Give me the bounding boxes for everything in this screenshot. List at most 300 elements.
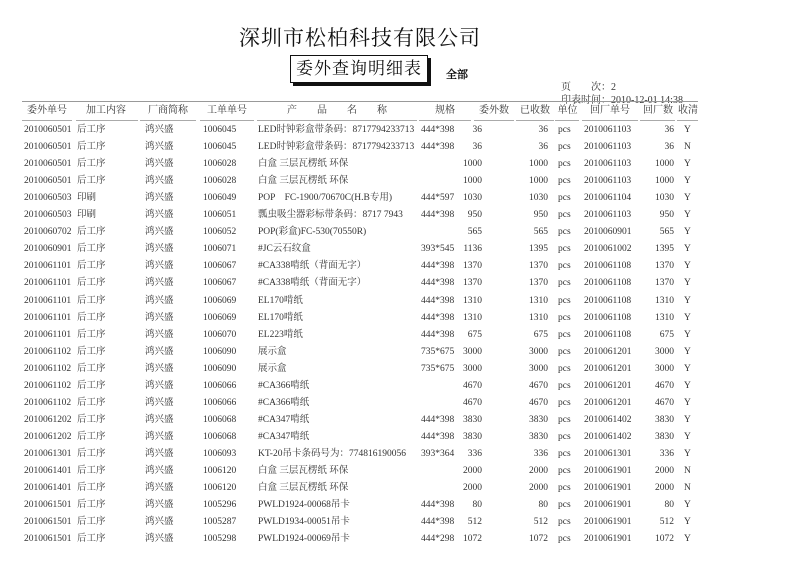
column-header-closed: 收清 bbox=[678, 105, 698, 116]
cell-closed: Y bbox=[684, 329, 691, 340]
cell-outsource-qty: 4670 bbox=[463, 397, 482, 408]
cell-work-order-no: 1005287 bbox=[203, 517, 237, 528]
cell-return-qty: 1395 bbox=[655, 244, 674, 255]
cell-spec: 444*398 bbox=[421, 210, 455, 221]
cell-process: 后工序 bbox=[77, 278, 106, 289]
cell-unit: pcs bbox=[558, 142, 571, 153]
cell-unit: pcs bbox=[558, 483, 571, 494]
cell-outsource-no: 2010061102 bbox=[24, 363, 72, 374]
cell-return-no: 2010061901 bbox=[584, 466, 632, 476]
cell-product-name: 白盒 三层瓦楞纸 环保 bbox=[258, 159, 349, 170]
cell-vendor: 鸿兴盛 bbox=[145, 414, 174, 425]
cell-work-order-no: 1006045 bbox=[203, 142, 237, 153]
cell-received-qty: 1030 bbox=[529, 193, 548, 204]
cell-unit: pcs bbox=[558, 312, 571, 323]
cell-received-qty: 1000 bbox=[529, 176, 548, 187]
cell-return-no: 2010061402 bbox=[584, 431, 632, 442]
cell-closed: Y bbox=[684, 125, 691, 135]
cell-spec: 444*298 bbox=[421, 534, 455, 545]
cell-outsource-no: 2010061102 bbox=[24, 346, 72, 357]
cell-process: 后工序 bbox=[77, 142, 106, 153]
cell-outsource-no: 2010061202 bbox=[24, 431, 72, 442]
cell-work-order-no: 1006045 bbox=[203, 125, 237, 135]
cell-process: 印刷 bbox=[77, 210, 97, 221]
cell-product-name: POP FC-1900/70670C(H.B专用) bbox=[258, 193, 392, 204]
cell-work-order-no: 1006070 bbox=[203, 329, 237, 340]
cell-return-qty: 3000 bbox=[655, 346, 674, 357]
cell-closed: Y bbox=[684, 414, 691, 425]
cell-received-qty: 3830 bbox=[529, 431, 548, 442]
cell-process: 后工序 bbox=[77, 227, 106, 238]
cell-return-qty: 3830 bbox=[655, 414, 674, 425]
cell-unit: pcs bbox=[558, 431, 571, 442]
cell-return-no: 2010061104 bbox=[584, 193, 632, 204]
cell-spec: 393*364 bbox=[421, 448, 455, 459]
cell-work-order-no: 1006090 bbox=[203, 346, 237, 357]
cell-return-qty: 1030 bbox=[655, 193, 674, 204]
cell-product-name: LED时钟彩盒带条码：8717794233713 bbox=[258, 125, 415, 135]
cell-return-no: 2010061201 bbox=[584, 380, 632, 391]
column-header-product-name: 产 品 名 称 bbox=[287, 105, 387, 116]
cell-received-qty: 4670 bbox=[529, 380, 548, 391]
cell-outsource-no: 2010061401 bbox=[24, 483, 72, 494]
cell-outsource-qty: 1030 bbox=[463, 193, 482, 204]
cell-outsource-no: 2010061501 bbox=[24, 500, 72, 511]
page-number: 页 次：2 bbox=[561, 82, 616, 93]
column-header-rule bbox=[640, 120, 675, 121]
cell-unit: pcs bbox=[558, 448, 571, 459]
cell-closed: Y bbox=[684, 534, 691, 545]
cell-product-name: #CA338啃纸（背面无字） bbox=[258, 261, 367, 272]
cell-closed: Y bbox=[684, 380, 691, 391]
cell-outsource-qty: 2000 bbox=[463, 483, 482, 494]
cell-process: 后工序 bbox=[77, 159, 106, 170]
cell-vendor: 鸿兴盛 bbox=[145, 346, 174, 357]
cell-outsource-qty: 1136 bbox=[463, 244, 482, 255]
cell-outsource-qty: 1370 bbox=[463, 278, 482, 289]
cell-unit: pcs bbox=[558, 534, 571, 545]
cell-unit: pcs bbox=[558, 193, 571, 204]
cell-outsource-no: 2010060501 bbox=[24, 142, 72, 153]
cell-vendor: 鸿兴盛 bbox=[145, 261, 174, 272]
cell-product-name: KT-20吊卡条码号为：774816190056 bbox=[258, 448, 406, 459]
cell-work-order-no: 1006066 bbox=[203, 397, 237, 408]
column-header-received-qty: 已收数 bbox=[520, 105, 550, 116]
cell-work-order-no: 1006067 bbox=[203, 261, 237, 272]
cell-return-qty: 1000 bbox=[655, 159, 674, 170]
cell-spec: 444*398 bbox=[421, 500, 455, 511]
cell-work-order-no: 1006090 bbox=[203, 363, 237, 374]
cell-work-order-no: 1006120 bbox=[203, 466, 237, 476]
cell-work-order-no: 1006028 bbox=[203, 159, 237, 170]
cell-spec: 444*398 bbox=[421, 142, 455, 153]
cell-process: 后工序 bbox=[77, 176, 106, 187]
cell-return-no: 2010061201 bbox=[584, 346, 632, 357]
cell-outsource-no: 2010061102 bbox=[24, 380, 72, 391]
cell-unit: pcs bbox=[558, 397, 571, 408]
cell-return-qty: 2000 bbox=[655, 483, 674, 494]
column-header-rule bbox=[22, 120, 72, 121]
cell-work-order-no: 1006093 bbox=[203, 448, 237, 459]
cell-outsource-no: 2010061102 bbox=[24, 397, 72, 408]
cell-unit: pcs bbox=[558, 329, 571, 340]
cell-vendor: 鸿兴盛 bbox=[145, 159, 174, 170]
cell-return-no: 2010061103 bbox=[584, 176, 632, 187]
column-header-rule bbox=[582, 120, 638, 121]
column-header-rule bbox=[200, 120, 254, 121]
cell-process: 后工序 bbox=[77, 414, 106, 425]
cell-return-qty: 80 bbox=[664, 500, 674, 511]
cell-spec: 444*398 bbox=[421, 312, 455, 323]
column-header-outsource-qty: 委外数 bbox=[479, 105, 509, 116]
cell-vendor: 鸿兴盛 bbox=[145, 312, 174, 323]
cell-spec: 444*597 bbox=[421, 193, 455, 204]
cell-received-qty: 3830 bbox=[529, 414, 548, 425]
cell-outsource-no: 2010061501 bbox=[24, 534, 72, 545]
report-title: 委外查询明细表 bbox=[290, 55, 428, 83]
cell-outsource-qty: 512 bbox=[467, 517, 482, 528]
cell-received-qty: 565 bbox=[533, 227, 548, 238]
cell-unit: pcs bbox=[558, 295, 571, 306]
cell-vendor: 鸿兴盛 bbox=[145, 483, 174, 494]
cell-work-order-no: 1006071 bbox=[203, 244, 237, 255]
cell-outsource-qty: 1000 bbox=[463, 159, 482, 170]
cell-spec: 735*675 bbox=[421, 363, 455, 374]
cell-outsource-qty: 950 bbox=[467, 210, 482, 221]
cell-vendor: 鸿兴盛 bbox=[145, 295, 174, 306]
cell-return-qty: 512 bbox=[659, 517, 674, 528]
cell-product-name: EL170啃纸 bbox=[258, 295, 303, 306]
cell-work-order-no: 1006051 bbox=[203, 210, 237, 221]
cell-process: 后工序 bbox=[77, 125, 106, 135]
cell-process: 后工序 bbox=[77, 466, 106, 476]
cell-outsource-no: 2010061101 bbox=[24, 312, 72, 323]
cell-spec: 444*398 bbox=[421, 414, 455, 425]
column-header-return-qty: 回厂数 bbox=[643, 105, 673, 116]
cell-closed: Y bbox=[684, 244, 691, 255]
cell-work-order-no: 1006120 bbox=[203, 483, 237, 494]
cell-return-no: 2010061103 bbox=[584, 125, 632, 135]
cell-closed: Y bbox=[684, 346, 691, 357]
cell-received-qty: 36 bbox=[538, 125, 548, 135]
header-top-rule bbox=[22, 101, 698, 102]
column-header-rule bbox=[677, 120, 698, 121]
cell-work-order-no: 1006028 bbox=[203, 176, 237, 187]
cell-work-order-no: 1006049 bbox=[203, 193, 237, 204]
cell-vendor: 鸿兴盛 bbox=[145, 193, 174, 204]
cell-received-qty: 1395 bbox=[529, 244, 548, 255]
cell-spec: 735*675 bbox=[421, 346, 455, 357]
cell-unit: pcs bbox=[558, 159, 571, 170]
cell-process: 后工序 bbox=[77, 329, 106, 340]
column-header-vendor: 厂商简称 bbox=[148, 105, 188, 116]
cell-closed: Y bbox=[684, 517, 691, 528]
cell-outsource-qty: 36 bbox=[472, 142, 482, 153]
cell-outsource-qty: 1000 bbox=[463, 176, 482, 187]
cell-product-name: PWLD1924-00068吊卡 bbox=[258, 500, 350, 511]
cell-return-no: 2010061108 bbox=[584, 278, 632, 289]
cell-vendor: 鸿兴盛 bbox=[145, 448, 174, 459]
cell-process: 后工序 bbox=[77, 244, 106, 255]
cell-outsource-qty: 565 bbox=[467, 227, 482, 238]
cell-product-name: 展示盒 bbox=[258, 346, 287, 357]
cell-process: 后工序 bbox=[77, 483, 106, 494]
cell-vendor: 鸿兴盛 bbox=[145, 278, 174, 289]
cell-vendor: 鸿兴盛 bbox=[145, 397, 174, 408]
cell-product-name: EL223啃纸 bbox=[258, 329, 303, 340]
cell-closed: Y bbox=[684, 261, 691, 272]
column-header-spec: 规格 bbox=[435, 105, 455, 116]
cell-received-qty: 4670 bbox=[529, 397, 548, 408]
cell-return-no: 2010061108 bbox=[584, 261, 632, 272]
cell-closed: Y bbox=[684, 431, 691, 442]
column-header-process: 加工内容 bbox=[86, 105, 126, 116]
cell-process: 后工序 bbox=[77, 448, 106, 459]
cell-closed: Y bbox=[684, 448, 691, 459]
cell-outsource-qty: 3830 bbox=[463, 414, 482, 425]
cell-closed: Y bbox=[684, 500, 691, 511]
cell-outsource-qty: 80 bbox=[472, 500, 482, 511]
cell-product-name: LED时钟彩盒带条码：8717794233713 bbox=[258, 142, 415, 153]
cell-spec: 393*545 bbox=[421, 244, 455, 255]
cell-product-name: 展示盒 bbox=[258, 363, 287, 374]
cell-return-qty: 2000 bbox=[655, 466, 674, 476]
cell-return-qty: 565 bbox=[659, 227, 674, 238]
cell-product-name: PWLD1924-00069吊卡 bbox=[258, 534, 350, 545]
column-header-rule bbox=[419, 120, 471, 121]
cell-return-qty: 950 bbox=[659, 210, 674, 221]
cell-work-order-no: 1006068 bbox=[203, 431, 237, 442]
column-header-outsource-no: 委外单号 bbox=[27, 105, 67, 116]
cell-process: 后工序 bbox=[77, 295, 106, 306]
cell-process: 后工序 bbox=[77, 261, 106, 272]
cell-received-qty: 2000 bbox=[529, 466, 548, 476]
cell-process: 后工序 bbox=[77, 534, 106, 545]
cell-return-qty: 4670 bbox=[655, 380, 674, 391]
cell-product-name: #CA338啃纸（背面无字） bbox=[258, 278, 367, 289]
cell-received-qty: 3000 bbox=[529, 363, 548, 374]
cell-received-qty: 1370 bbox=[529, 261, 548, 272]
cell-received-qty: 512 bbox=[533, 517, 548, 528]
cell-outsource-qty: 4670 bbox=[463, 380, 482, 391]
cell-closed: Y bbox=[684, 193, 691, 204]
cell-return-qty: 675 bbox=[659, 329, 674, 340]
cell-outsource-no: 2010060503 bbox=[24, 193, 72, 204]
cell-vendor: 鸿兴盛 bbox=[145, 500, 174, 511]
cell-received-qty: 80 bbox=[538, 500, 548, 511]
cell-outsource-no: 2010061101 bbox=[24, 329, 72, 340]
cell-closed: N bbox=[684, 483, 691, 494]
cell-outsource-qty: 1072 bbox=[463, 534, 482, 545]
cell-return-no: 2010061103 bbox=[584, 159, 632, 170]
cell-process: 后工序 bbox=[77, 517, 106, 528]
cell-unit: pcs bbox=[558, 210, 571, 221]
cell-return-no: 2010061901 bbox=[584, 500, 632, 511]
cell-return-qty: 1370 bbox=[655, 261, 674, 272]
cell-closed: Y bbox=[684, 295, 691, 306]
cell-product-name: #CA366啃纸 bbox=[258, 380, 310, 391]
cell-closed: Y bbox=[684, 176, 691, 187]
cell-outsource-qty: 675 bbox=[467, 329, 482, 340]
column-header-rule bbox=[76, 120, 138, 121]
cell-unit: pcs bbox=[558, 414, 571, 425]
cell-vendor: 鸿兴盛 bbox=[145, 466, 174, 476]
cell-product-name: 瓢虫吸尘器彩标带条码：8717 7943 bbox=[258, 210, 403, 221]
cell-return-no: 2010061901 bbox=[584, 517, 632, 528]
print-time: 印表时间：2010-12-01 14:38 bbox=[561, 95, 683, 106]
cell-outsource-qty: 2000 bbox=[463, 466, 482, 476]
cell-work-order-no: 1006066 bbox=[203, 380, 237, 391]
cell-process: 后工序 bbox=[77, 431, 106, 442]
cell-vendor: 鸿兴盛 bbox=[145, 142, 174, 153]
cell-product-name: EL170啃纸 bbox=[258, 312, 303, 323]
cell-outsource-qty: 3000 bbox=[463, 363, 482, 374]
cell-return-no: 2010061201 bbox=[584, 397, 632, 408]
cell-outsource-no: 2010060503 bbox=[24, 210, 72, 221]
cell-outsource-no: 2010060501 bbox=[24, 176, 72, 187]
cell-unit: pcs bbox=[558, 227, 571, 238]
cell-product-name: 白盒 三层瓦楞纸 环保 bbox=[258, 483, 349, 494]
cell-outsource-qty: 1310 bbox=[463, 312, 482, 323]
column-header-rule bbox=[140, 120, 196, 121]
cell-spec: 444*398 bbox=[421, 278, 455, 289]
cell-spec: 444*398 bbox=[421, 261, 455, 272]
cell-spec: 444*398 bbox=[421, 329, 455, 340]
cell-outsource-no: 2010061501 bbox=[24, 517, 72, 528]
cell-product-name: 白盒 三层瓦楞纸 环保 bbox=[258, 176, 349, 187]
cell-outsource-qty: 1310 bbox=[463, 295, 482, 306]
cell-product-name: #CA366啃纸 bbox=[258, 397, 310, 408]
cell-outsource-qty: 3000 bbox=[463, 346, 482, 357]
cell-received-qty: 36 bbox=[538, 142, 548, 153]
cell-work-order-no: 1006067 bbox=[203, 278, 237, 289]
cell-outsource-qty: 1370 bbox=[463, 261, 482, 272]
cell-unit: pcs bbox=[558, 466, 571, 476]
cell-work-order-no: 1006069 bbox=[203, 295, 237, 306]
cell-received-qty: 1072 bbox=[529, 534, 548, 545]
cell-closed: Y bbox=[684, 210, 691, 221]
cell-outsource-no: 2010061101 bbox=[24, 295, 72, 306]
cell-return-no: 2010061103 bbox=[584, 142, 632, 153]
cell-outsource-no: 2010061101 bbox=[24, 278, 72, 289]
cell-closed: N bbox=[684, 466, 691, 476]
cell-spec: 444*398 bbox=[421, 431, 455, 442]
cell-product-name: PWLD1934-00051吊卡 bbox=[258, 517, 350, 528]
cell-work-order-no: 1006068 bbox=[203, 414, 237, 425]
cell-outsource-no: 2010060901 bbox=[24, 244, 72, 255]
cell-vendor: 鸿兴盛 bbox=[145, 210, 174, 221]
cell-return-qty: 1310 bbox=[655, 295, 674, 306]
cell-unit: pcs bbox=[558, 500, 571, 511]
cell-received-qty: 3000 bbox=[529, 346, 548, 357]
cell-vendor: 鸿兴盛 bbox=[145, 380, 174, 391]
column-header-return-no: 回厂单号 bbox=[590, 105, 630, 116]
cell-closed: N bbox=[684, 142, 691, 153]
cell-received-qty: 1370 bbox=[529, 278, 548, 289]
cell-return-qty: 3000 bbox=[655, 363, 674, 374]
cell-return-qty: 1370 bbox=[655, 278, 674, 289]
cell-vendor: 鸿兴盛 bbox=[145, 227, 174, 238]
cell-outsource-no: 2010061401 bbox=[24, 466, 72, 476]
cell-product-name: 白盒 三层瓦楞纸 环保 bbox=[258, 466, 349, 476]
cell-return-qty: 36 bbox=[664, 125, 674, 135]
cell-return-qty: 4670 bbox=[655, 397, 674, 408]
cell-received-qty: 950 bbox=[533, 210, 548, 221]
cell-return-no: 2010061002 bbox=[584, 244, 632, 255]
column-header-work-order-no: 工单单号 bbox=[207, 105, 247, 116]
cell-return-no: 2010060901 bbox=[584, 227, 632, 238]
cell-work-order-no: 1006069 bbox=[203, 312, 237, 323]
column-header-rule bbox=[555, 120, 579, 121]
cell-received-qty: 336 bbox=[533, 448, 548, 459]
cell-vendor: 鸿兴盛 bbox=[145, 431, 174, 442]
cell-process: 后工序 bbox=[77, 500, 106, 511]
cell-vendor: 鸿兴盛 bbox=[145, 244, 174, 255]
cell-work-order-no: 1005296 bbox=[203, 500, 237, 511]
cell-received-qty: 2000 bbox=[529, 483, 548, 494]
cell-process: 印刷 bbox=[77, 193, 97, 204]
cell-product-name: #CA347啃纸 bbox=[258, 414, 310, 425]
cell-work-order-no: 1005298 bbox=[203, 534, 237, 545]
cell-unit: pcs bbox=[558, 517, 571, 528]
cell-return-qty: 36 bbox=[664, 142, 674, 153]
cell-process: 后工序 bbox=[77, 397, 106, 408]
cell-outsource-no: 2010060501 bbox=[24, 125, 72, 135]
cell-outsource-no: 2010060702 bbox=[24, 227, 72, 238]
cell-unit: pcs bbox=[558, 244, 571, 255]
cell-outsource-no: 2010061301 bbox=[24, 448, 72, 459]
cell-return-no: 2010061301 bbox=[584, 448, 632, 459]
cell-product-name: #JC云石纹盒 bbox=[258, 244, 311, 255]
cell-return-qty: 1310 bbox=[655, 312, 674, 323]
cell-unit: pcs bbox=[558, 176, 571, 187]
cell-vendor: 鸿兴盛 bbox=[145, 517, 174, 528]
cell-work-order-no: 1006052 bbox=[203, 227, 237, 238]
cell-return-no: 2010061103 bbox=[584, 210, 632, 221]
cell-spec: 444*398 bbox=[421, 125, 455, 135]
cell-unit: pcs bbox=[558, 380, 571, 391]
cell-return-no: 2010061901 bbox=[584, 534, 632, 545]
cell-unit: pcs bbox=[558, 278, 571, 289]
cell-return-no: 2010061108 bbox=[584, 329, 632, 340]
cell-closed: Y bbox=[684, 363, 691, 374]
cell-return-no: 2010061108 bbox=[584, 312, 632, 323]
cell-return-no: 2010061901 bbox=[584, 483, 632, 494]
cell-unit: pcs bbox=[558, 261, 571, 272]
cell-product-name: POP(彩盒)FC-530(70550R) bbox=[258, 227, 367, 238]
cell-received-qty: 675 bbox=[533, 329, 548, 340]
cell-process: 后工序 bbox=[77, 380, 106, 391]
cell-vendor: 鸿兴盛 bbox=[145, 534, 174, 545]
cell-return-no: 2010061402 bbox=[584, 414, 632, 425]
cell-return-no: 2010061201 bbox=[584, 363, 632, 374]
cell-return-qty: 1072 bbox=[655, 534, 674, 545]
cell-product-name: #CA347啃纸 bbox=[258, 431, 310, 442]
cell-outsource-no: 2010060501 bbox=[24, 159, 72, 170]
column-header-rule bbox=[474, 120, 514, 121]
cell-return-qty: 1000 bbox=[655, 176, 674, 187]
cell-closed: Y bbox=[684, 397, 691, 408]
cell-return-qty: 336 bbox=[659, 448, 674, 459]
cell-closed: Y bbox=[684, 278, 691, 289]
cell-outsource-no: 2010061202 bbox=[24, 414, 72, 425]
cell-process: 后工序 bbox=[77, 312, 106, 323]
cell-vendor: 鸿兴盛 bbox=[145, 329, 174, 340]
cell-outsource-qty: 3830 bbox=[463, 431, 482, 442]
cell-outsource-qty: 36 bbox=[472, 125, 482, 135]
cell-outsource-qty: 336 bbox=[467, 448, 482, 459]
cell-closed: Y bbox=[684, 227, 691, 238]
